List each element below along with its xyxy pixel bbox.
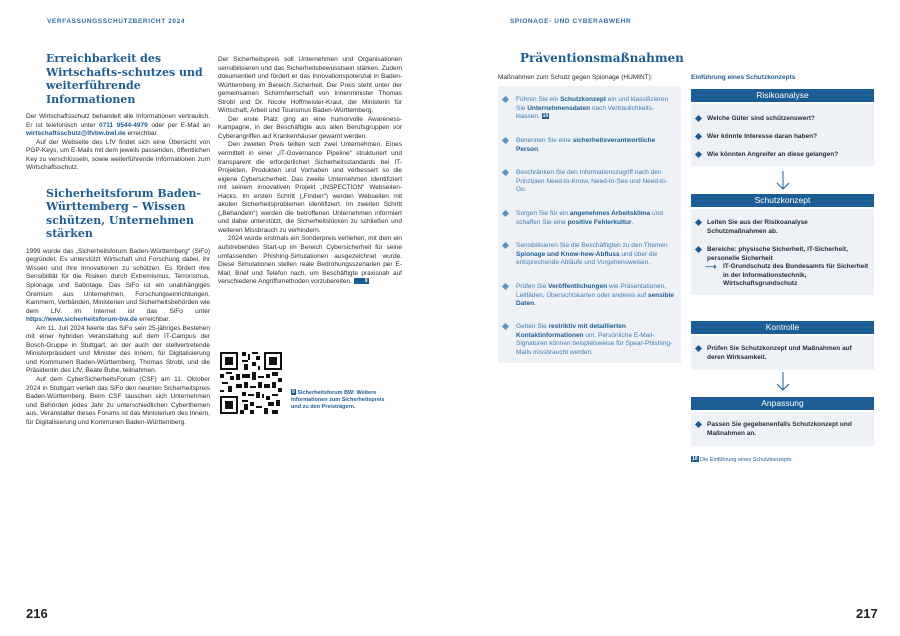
measure-item: Benennen Sie eine sicherheitsverantwortliche Person.	[516, 137, 676, 154]
diamond-bullet-icon	[502, 283, 509, 290]
measure-item: Beschränken Sie den Informationszugriff nach den Prinzipien Need-to-Know, Need-to-See und Need-to-Go.	[516, 169, 676, 195]
step-risikoanalyse-header: Risikoanalyse	[691, 89, 874, 102]
paragraph-pgp: Auf der Webseite des LfV findet sich eine Übersicht von PGP-Keys, um E-Mails mit dem jeweils passenden, öffentlichen Key zu verschlüsseln, sowie weiterführende Informationen zum Wirtschaftsschutz.	[26, 138, 210, 172]
left-column	[26, 52, 210, 427]
risk-item: Wer könnte Interesse daran haben?	[707, 133, 867, 142]
section-title-praevention: Präventionsmaßnahmen	[520, 51, 684, 65]
step-kontrolle-header: Kontrolle	[691, 321, 874, 334]
diamond-bullet-icon	[695, 421, 702, 428]
qr-caption: 9 Sicherheitsforum BW: Weitere Informationen zum Sicherheitspreis und zu den Preisträgern.	[291, 389, 385, 410]
diamond-bullet-icon	[695, 246, 702, 253]
measure-item: Sorgen Sie für ein angenehmes Arbeitsklima und schaffen Sie eine positive Fehlerkultur.	[516, 210, 676, 227]
sifo-website-link[interactable]: https://www.sicherheitsforum-bw.de	[26, 316, 138, 324]
phone-link[interactable]: 0711 9544-4979	[99, 121, 148, 129]
running-head-left: VERFASSUNGSSCHUTZBERICHT 2024	[47, 18, 186, 25]
risk-item: Welche Güter sind schützenswert?	[707, 115, 867, 124]
paragraph-second-place: Den zweiten Preis teilten sich zwei Unternehmen. Eines vermittelt in einer „IT-Governance Pipeline“ strukturiert und transparent die erforderlichen Sicherheitsstandards bei IT-Projekten, Produkten und Vorhaben und verbessert so die eigene Cybersicherheit. Das zweite Unternehmen identifiziert mit seinem innovativen Projekt „INSPECTION“ Webseiten-Hacks. Im ersten Schritt („Finden“) werden Webseiten mit akuten Sicherheitsproblemen identifiziert. Im zweiten Schritt („Behandeln“) werden die betroffenen Unternehmen informiert und dabei unterstützt, die Sicherheitslücken zu schließen und weiteren Missbrauch zu verhindern.	[218, 141, 402, 234]
middle-column	[218, 56, 402, 287]
step-anpassung-header: Anpassung	[691, 397, 874, 410]
praevention-intro: Maßnahmen zum Schutz gegen Spionage (HUMINT):	[498, 74, 653, 81]
schutzkonzept-title: Einführung eines Schutzkonzepts	[691, 74, 796, 81]
paragraph-sifo-anniversary: Am 11. Juli 2024 feierte das SiFo sein 25-jähriges Bestehen mit einer hybriden Veranstaltung auf dem IT-Campus der Bosch-Gruppe in Stuttgart, an der auch der stellvertretende Ministerpräsident und Minister des Innern, für Digitalisierung und Kommunen Baden-Württemberg, Thomas Strobl, und die Präsidentin des LfV, Beate Bube, teilnahmen.	[26, 324, 210, 375]
step-risikoanalyse-box	[691, 104, 874, 166]
measure-item: Führen Sie ein Schutzkonzept ein und klassifizieren Sie Unternehmensdaten nach Vertraulichkeits-klassen. 10	[516, 96, 676, 122]
section-title-sifo: Sicherheitsforum Baden-Württemberg – Wissen schützen, Unternehmen stärken	[46, 186, 202, 241]
reference-marker[interactable]: 10	[542, 113, 549, 119]
diamond-bullet-icon	[502, 137, 509, 144]
page-number-left: 216	[26, 606, 48, 621]
diamond-bullet-icon	[695, 133, 702, 140]
diamond-bullet-icon	[695, 345, 702, 352]
qr-code[interactable]	[218, 350, 284, 416]
kontrolle-item: Prüfen Sie Schutzkonzept und Maßnahmen auf deren Wirksamkeit.	[707, 345, 867, 362]
measure-item: Prüfen Sie Veröffentlichungen wie Präsentationen, Leitfäden, Übersichtskarten oder anderes auf sensible Daten.	[516, 283, 676, 309]
step-schutzkonzept-header: Schutzkonzept	[691, 194, 874, 207]
diamond-bullet-icon	[695, 219, 702, 226]
diamond-bullet-icon	[695, 115, 702, 122]
schutzkonzept-item: Leiten Sie aus der Risikoanalyse Schutzmaßnahmen ab.	[707, 219, 867, 236]
running-head-right: SPIONAGE- UND CYBERABWEHR	[510, 18, 632, 25]
arrow-down-icon	[776, 372, 790, 392]
diamond-bullet-icon	[502, 323, 509, 330]
anpassung-item: Passen Sie gegebenenfalls Schutzkonzept und Maßnahmen an.	[707, 421, 867, 438]
section-title-erreichbarkeit: Erreichbarkeit des Wirtschafts-schutzes und weiterführende Informationen	[46, 52, 203, 106]
paragraph-first-place: Der erste Platz ging an eine humorvolle Awareness-Kampagne, in der Beschäftigte aus allen Berufsgruppen vor Cyberangriffen auf Krankenhäuser gewarnt werden.	[218, 115, 402, 140]
paragraph-sicherheitspreis: Der Sicherheitspreis soll Unternehmen und Organisationen sensibilisieren und das Sicherheitsbewusstsein stärken. Zudem dokumentiert und fördert er das Innovationspotenzial in Baden-Württemberg im Bereich Sicherheit. Der Preis steht unter der gemeinsamen Schirmherrschaft von Innenminister Thomas Strobl und Dr. Nicole Hoffmeister-Kraut, der Ministerin für Wirtschaft, Arbeit und Tourismus Baden-Württemberg.	[218, 56, 402, 115]
arrow-right-icon: ⟶	[705, 262, 717, 271]
schutzkonzept-item: Bereiche: physische Sicherheit, IT-Sicherheit, personelle Sicherheit	[707, 246, 867, 263]
step-kontrolle-box	[691, 336, 874, 370]
reference-marker[interactable]: 9	[354, 278, 369, 284]
diamond-bullet-icon	[502, 96, 509, 103]
step-anpassung-box	[691, 412, 874, 446]
schutzkonzept-reference[interactable]: 10 Die Einführung eines Schutzkonzepts	[692, 456, 792, 463]
diamond-bullet-icon	[502, 242, 509, 249]
risk-item: Wie könnten Angreifer an diese gelangen?	[707, 151, 867, 160]
reference-marker: 10	[692, 456, 698, 462]
step-schutzkonzept-box: Leiten Sie aus der Risikoanalyse Schutzmaßnahmen ab. Bereiche: physische Sicherheit, IT-Sicherheit, personelle Sicherheit ⟶ IT-Grundschutz des Bundesamts für Sicherheit in der Informationstechnik, Wirtschaftsgrundschutz	[691, 209, 874, 295]
diamond-bullet-icon	[502, 169, 509, 176]
measure-item: Sensibilisieren Sie die Beschäftigten zu den Themen Spionage und Know-how-Abfluss und über die entsprechende Abläufe und Vorgehensweisen.	[516, 242, 676, 268]
paragraph-contact: Der Wirtschaftsschutz behandelt alle Informationen vertraulich. Er ist telefonisch unter 0711 9544-4979 oder per E-Mail an wirtschaftsschutz@lfvbw.bwl.de erreichbar.	[26, 113, 210, 138]
paragraph-csf: Auf dem CyberSicherheitsForum (CSF) am 11. Oktober 2024 in Stuttgart verlieh das SiFo den neunten Sicherheitspreis Baden-Württemberg. Beim CSF tauschen sich Unternehmen und Behörden jedes Jahr zu unterschiedlichen Cyberthemen aus. Veranstalter dieses Forums ist das Ministerium des Innern, für Digitalisierung und Kommunen Baden-Württemberg.	[26, 376, 210, 426]
qr-caption-marker: 9	[292, 389, 295, 395]
paragraph-sifo-intro: 1999 wurde das „Sicherheitsforum Baden-Württemberg“ (SiFo) gegründet. Es unterstützt Wirtschaft und Forschung dabei, ihr Wissen und ihre Innovationen zu schützen. Es fördert ihre Sensibilität für die Risiken durch Extremismus, Terrorismus, Spionage und Sabotage. Das SiFo ist ein unabhängiges Gremium aus Unternehmen, Forschungseinrichtungen, Kammern, Verbänden, Ministerien und Sicherheitsbehörden wie dem LfV. Im Internet ist das SiFo unter https://www.sicherheitsforum-bw.de erreichbar.	[26, 247, 210, 324]
measure-item: Gehen Sie restriktiv mit detaillierten Kontaktinformationen um. Persönliche E-Mail-Signaturen können beispielsweise für Spear-Phishing-Mails missbraucht werden.	[516, 323, 676, 357]
page-number-right: 217	[856, 606, 878, 621]
diamond-bullet-icon	[502, 210, 509, 217]
arrow-down-icon	[776, 171, 790, 191]
email-link[interactable]: wirtschaftsschutz@lfvbw.bwl.de	[26, 130, 126, 138]
paragraph-special-prize: 2024 wurde erstmals ein Sonderpreis verliehen, mit dem ein aufstrebendes Start-up im Bereich Cybersicherheit für seine umfassenden Phishing-Simulationen ausgezeichnet wurde. Diese Simulationen stellen reale Bedrohungsszenarien per E-Mail, Brief und Telefon nach, um Beschäftigte praxisnah auf verschiedene Angriffsmethoden vorzubereiten. 9	[218, 235, 402, 286]
measures-box	[498, 86, 681, 363]
diamond-bullet-icon	[695, 151, 702, 158]
